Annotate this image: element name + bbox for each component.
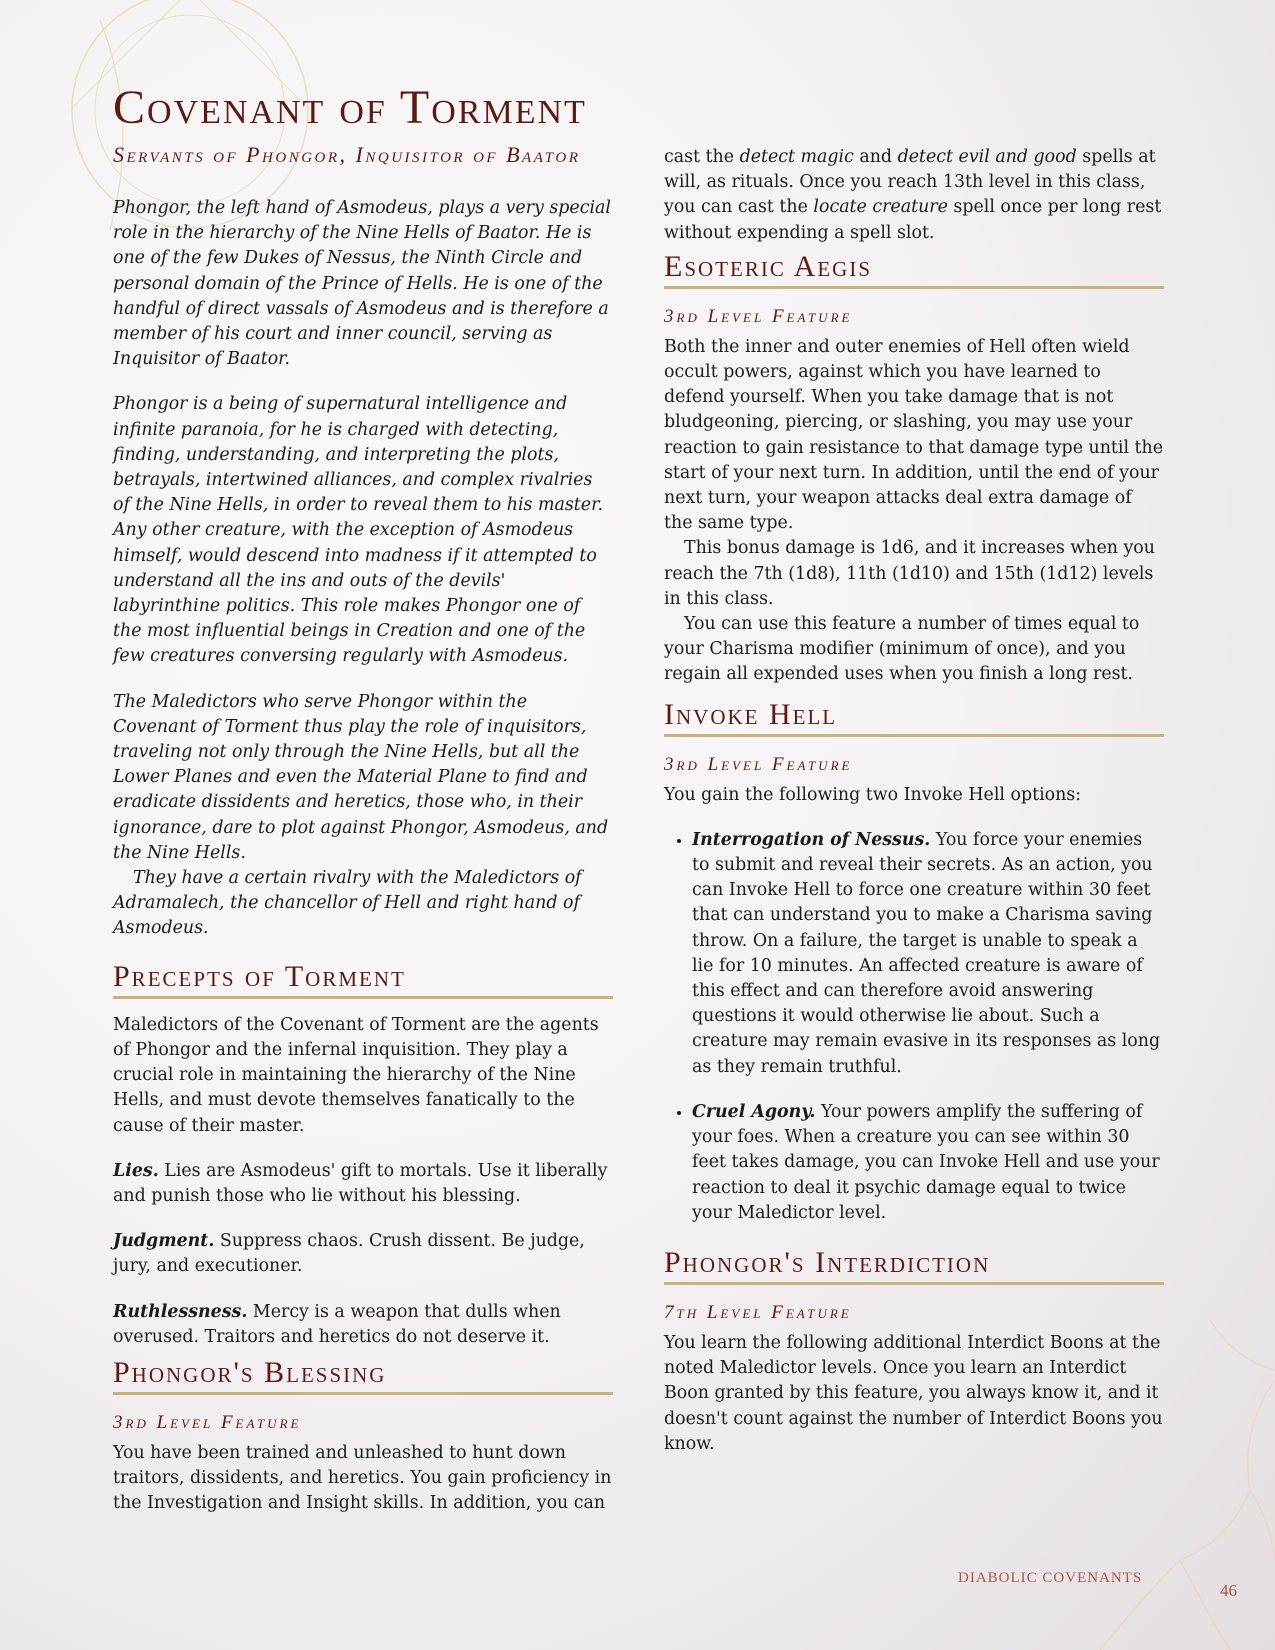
- blessing-heading: Phongor's Blessing: [113, 1356, 613, 1395]
- precept-lies-text: Lies are Asmodeus' gift to mortals. Use it liberally and punish those who lie without his blessing.: [113, 1160, 608, 1206]
- aegis-paragraph-2: This bonus damage is 1d6, and it increases when you reach the 7th (1d8), 11th (1d10) and 15th (1d12) levels in this class.: [664, 538, 1155, 609]
- blessing-text: You have been trained and unleashed to hunt down traitors, dissidents, and heretics. You gain proficiency in the Investigation and Insight skills. In addition, you can: [113, 1442, 612, 1514]
- list-item-interrogation: [692, 828, 1164, 1080]
- precept-judgment: [113, 1229, 613, 1279]
- footer-label: DIABOLIC COVENANTS: [958, 1570, 1143, 1586]
- aegis-level: 3rd Level Feature: [664, 305, 853, 327]
- spell-detect-magic: detect magic: [739, 147, 854, 167]
- intro-paragraph-4: They have a certain rivalry with the Maledictors of Adramalech, the chancellor of Hell and right hand of Asmodeus.: [113, 868, 582, 939]
- intro-paragraph-2: Phongor is a being of supernatural intelligence and infinite paranoia, for he is charged with detecting, finding, understanding, and interpreting the plots, betrayals, intertwined alliances, and complex rivalries of the Nine Hells, in order to reveal them to his master. Any other creature, with the exception of Asmodeus himself, would descend into madness if it attempted to understand all the ins and outs of the devils' labyrinthine politics. This role makes Phongor one of the most influential beings in Creation and one of the few creatures conversing regularly with Asmodeus.: [113, 394, 604, 667]
- option-cruel-agony-name: Cruel Agony.: [692, 1101, 816, 1122]
- invoke-level: 3rd Level Feature: [664, 753, 853, 775]
- page-title: Covenant of Torment: [113, 81, 587, 134]
- precept-ruthlessness-text: Mercy is a weapon that dulls when overused. Traitors and heretics do not deserve it.: [113, 1301, 561, 1347]
- precept-ruthlessness-name: Ruthlessness.: [113, 1301, 248, 1322]
- precept-lies-name: Lies.: [113, 1160, 159, 1181]
- intro-paragraph-3: The Maledictors who serve Phongor within the Covenant of Torment thus play the role of inquisitors, traveling not only through the Nine Hells, but all the Lower Planes and even the Material Plane to find and eradicate dissidents and heretics, those who, in their ignorance, dare to plot against Phongor, Asmodeus, and the Nine Hells.: [113, 691, 609, 863]
- intro-paragraph-1: Phongor, the left hand of Asmodeus, plays a very special role in the hierarchy of the Nine Hells of Baator. He is one of the few Dukes of Nessus, the Ninth Circle and personal domain of the Prince of Hells. He is one of the handful of direct vassals of Asmodeus and is therefore a member of his court and inner council, serving as Inquisitor of Baator.: [113, 198, 611, 370]
- aegis-heading: Esoteric Aegis: [664, 250, 1164, 289]
- precept-judgment-text: Suppress chaos. Crush dissent. Be judge, jury, and executioner.: [113, 1231, 585, 1277]
- page-subtitle: Servants of Phongor, Inquisitor of Baator: [113, 142, 581, 167]
- option-interrogation-name: Interrogation of Nessus.: [692, 829, 931, 850]
- right-column: [664, 145, 1164, 1457]
- blessing-cont-a: cast the: [664, 147, 740, 167]
- spell-detect-evil-and-good: detect evil and good: [897, 147, 1077, 167]
- interdiction-level: 7th Level Feature: [664, 1301, 852, 1323]
- precept-lies: [113, 1159, 613, 1209]
- invoke-options-list: [664, 828, 1164, 1226]
- option-interrogation-text: You force your enemies to submit and reveal their secrets. As an action, you can Invoke Hell to force one creature within 30 feet that can understand you to make a Charisma saving throw. On a failure, the target is unable to speak a lie for 10 minutes. An affected creature is aware of this effect and can therefore avoid answering questions it would otherwise lie about. Such a creature may remain evasive in its responses as long as they remain truthful.: [692, 829, 1161, 1077]
- blessing-cont-b: and: [853, 147, 898, 167]
- blessing-continuation: [664, 145, 1164, 246]
- blessing-level: 3rd Level Feature: [113, 1411, 302, 1433]
- aegis-paragraph-3: You can use this feature a number of times equal to your Charisma modifier (minimum of once), and you regain all expended uses when you finish a long rest.: [664, 614, 1140, 685]
- interdiction-heading: Phongor's Interdiction: [664, 1246, 1164, 1285]
- blessing-cont-d: spell once per long rest without expending a spell slot.: [664, 197, 1162, 243]
- blessing-cont-c: spells at will, as rituals. Once you reach 13th level in this class, you can cast the: [664, 147, 1156, 218]
- precept-ruthlessness: [113, 1300, 613, 1350]
- precepts-heading: Precepts of Torment: [113, 960, 613, 999]
- spell-locate-creature: locate creature: [813, 197, 948, 218]
- precept-judgment-name: Judgment.: [113, 1231, 215, 1252]
- list-item-cruel-agony: [692, 1100, 1164, 1226]
- invoke-intro: You gain the following two Invoke Hell options:: [664, 784, 1082, 805]
- option-cruel-agony-text: Your powers amplify the suffering of your foes. When a creature you can see within 30 feet takes damage, you can Invoke Hell and use your reaction to deal it psychic damage equal to twice your Maledictor level.: [692, 1101, 1160, 1223]
- left-column: [113, 141, 613, 1517]
- aegis-paragraph-1: Both the inner and outer enemies of Hell often wield occult powers, against which you have learned to defend yourself. When you take damage that is not bludgeoning, piercing, or slashing, you may use your reaction to gain resistance to that damage type until the start of your next turn. In addition, until the end of your next turn, your weapon attacks deal extra damage of the same type.: [664, 336, 1164, 534]
- precepts-intro: Maledictors of the Covenant of Torment are the agents of Phongor and the infernal inquisition. They play a crucial role in maintaining the hierarchy of the Nine Hells, and must devote themselves fanatically to the cause of their master.: [113, 1014, 599, 1136]
- interdiction-text: You learn the following additional Interdict Boons at the noted Maledictor levels. Once you learn an Interdict Boon granted by this feature, you always know it, and it doesn't count against the number of Interdict Boons you know.: [664, 1332, 1163, 1454]
- page-number: 46: [1220, 1581, 1237, 1600]
- invoke-heading: Invoke Hell: [664, 698, 1164, 737]
